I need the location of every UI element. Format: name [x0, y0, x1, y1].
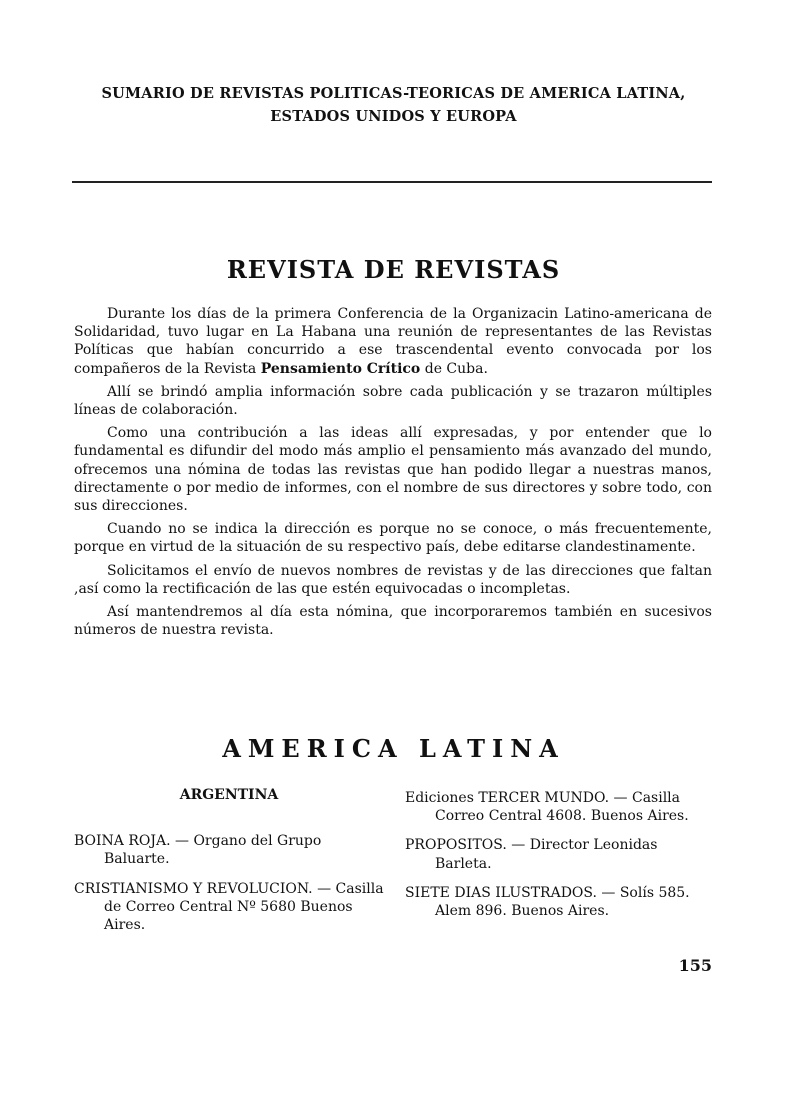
- intro-paragraph: Cuando no se indica la dirección es porque no se conoce, o más frecuentemente, porque en virtud de la situación de su respectivo país, debe editarse clandestinamente.: [74, 521, 712, 556]
- intro-paragraph: [74, 305, 712, 378]
- horizontal-rule: [72, 181, 712, 183]
- page-number: 155: [678, 956, 712, 975]
- journal-entry: PROPOSITOS. — Director Leonidas Barleta.: [405, 837, 658, 872]
- document-header: [40, 82, 747, 128]
- journal-entry: CRISTIANISMO Y REVOLUCION. — Casilla de Correo Central Nº 5680 Buenos Aires.: [74, 880, 384, 934]
- section-title: AMERICA LATINA: [222, 734, 565, 763]
- journal-entry: SIETE DIAS ILUSTRADOS. — Solís 585. Alem 896. Buenos Aires.: [405, 884, 690, 920]
- intro-paragraph: Como una contribución a las ideas allí expresadas, y por entender que lo fundamental es difundir del modo más amplio el pensamiento más avanzado del mundo, ofrecemos una nómina de todas las revistas que han podido llegar a nuestras manos, directamente o por medio de informes, con el nombre de sus directores y sobre todo, con sus direcciones.: [74, 425, 712, 515]
- intro-paragraph-text: de Cuba.: [420, 360, 488, 377]
- journal-entry: BOINA ROJA. — Organo del Grupo Baluarte.: [74, 833, 322, 868]
- intro-paragraph: Así mantendremos al día esta nómina, que incorporaremos también en sucesivos números de nuestra revista.: [74, 604, 712, 639]
- left-column: [74, 786, 384, 945]
- journal-entry: Ediciones TERCER MUNDO. — Casilla Correo Central 4608. Buenos Aires.: [405, 790, 689, 825]
- journal-name: Pensamiento Crítico: [260, 360, 421, 377]
- header-line-1: SUMARIO DE REVISTAS POLITICAS-TEORICAS DE AMERICA LATINA,: [101, 85, 686, 102]
- country-heading: ARGENTINA: [179, 787, 279, 803]
- right-column: [405, 789, 713, 931]
- page-title: REVISTA DE REVISTAS: [226, 255, 561, 284]
- header-line-2: ESTADOS UNIDOS Y EUROPA: [270, 108, 517, 125]
- intro-paragraph: Allí se brindó amplia información sobre cada publicación y se trazaron múltiples líneas de colaboración.: [74, 383, 712, 419]
- intro-paragraph-text: Durante los días de la primera Conferencia de la Organizacin Latino-americana de Solidaridad, tuvo lugar en La Habana una reunión de representantes de las Revistas Políticas que habían concurrido a ese trascendental evento convocada por los compañeros de la Revista: [74, 306, 712, 377]
- intro-paragraph: Solicitamos el envío de nuevos nombres de revistas y de las direcciones que faltan ,así como la rectificación de las que estén equivocadas o incompletas.: [74, 562, 712, 597]
- intro-text: [74, 305, 712, 644]
